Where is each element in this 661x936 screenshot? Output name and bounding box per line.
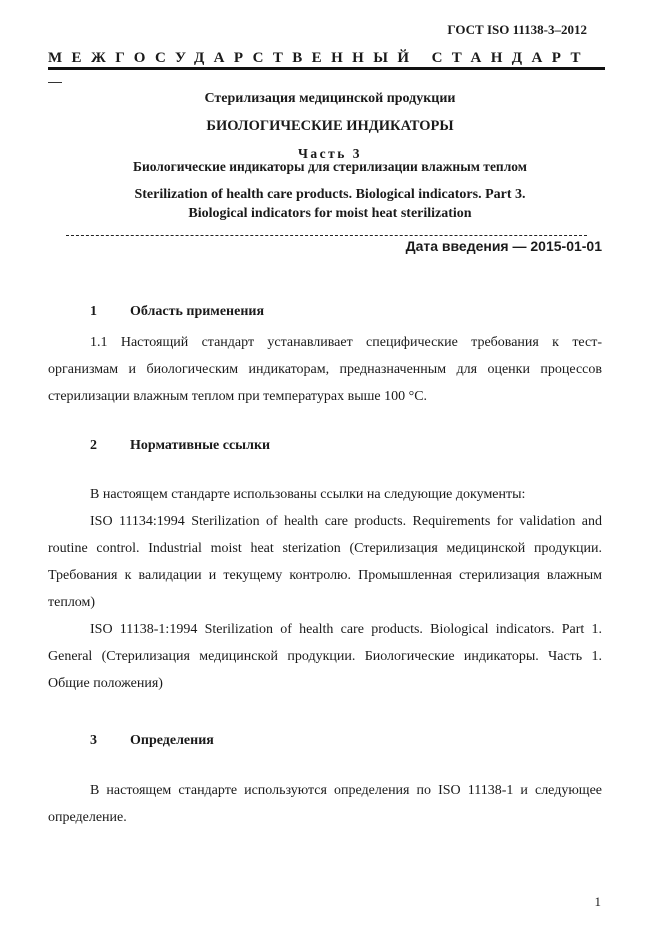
- document-subtitle: Стерилизация медицинской продукции: [204, 91, 456, 106]
- paragraph: ISO 11134:1994 Sterilization of health care products. Requirements for validation and routine control. Industrial moist heat sterization (Стерилизация медицинской продукции. Требования к валидации и текущему контролю. Промышленная стерилизация влажным теплом): [48, 514, 602, 610]
- part-title: Биологические индикаторы для стерилизации влажным теплом: [133, 159, 527, 174]
- introduction-date: Дата введения — 2015-01-01: [405, 238, 602, 254]
- section-number: 1: [90, 304, 97, 319]
- standard-banner: МЕЖГОСУДАРСТВЕННЫЙ СТАНДАРТ: [48, 50, 590, 66]
- english-title-line-2: Biological indicators for moist heat sterilization: [188, 206, 472, 221]
- header-rule: [48, 67, 605, 70]
- document-title: БИОЛОГИЧЕСКИЕ ИНДИКАТОРЫ: [206, 118, 454, 134]
- section-title: Определения: [130, 733, 214, 748]
- paragraph: В настоящем стандарте используются определения по ISO 11138-1 и следующее определение.: [48, 783, 602, 825]
- part-label: Часть 3: [297, 146, 363, 161]
- paragraph: В настоящем стандарте использованы ссылки на следующие документы:: [90, 487, 526, 502]
- paragraph: 1.1 Настоящий стандарт устанавливает специфические требования к тест-организмам и биологическим индикаторам, предназначенным для оценки процессов стерилизации влажным теплом при температурах выше 100 °С.: [48, 335, 602, 404]
- page-number: 1: [594, 894, 601, 909]
- header-tick-mark: [48, 82, 62, 83]
- paragraph: ISO 11138-1:1994 Sterilization of health care products. Biological indicators. Part 1. General (Стерилизация медицинской продукции. Биологические индикаторы. Часть 1. Общие положения): [48, 622, 602, 691]
- section-number: 3: [90, 733, 97, 748]
- section-title: Область применения: [130, 304, 265, 319]
- section-number: 2: [90, 438, 97, 453]
- document-code: ГОСТ ISO 11138-3–2012: [447, 22, 587, 37]
- title-dashed-rule: [66, 235, 587, 236]
- english-title-line-1: Sterilization of health care products. Biological indicators. Part 3.: [134, 187, 526, 202]
- section-title: Нормативные ссылки: [130, 438, 271, 453]
